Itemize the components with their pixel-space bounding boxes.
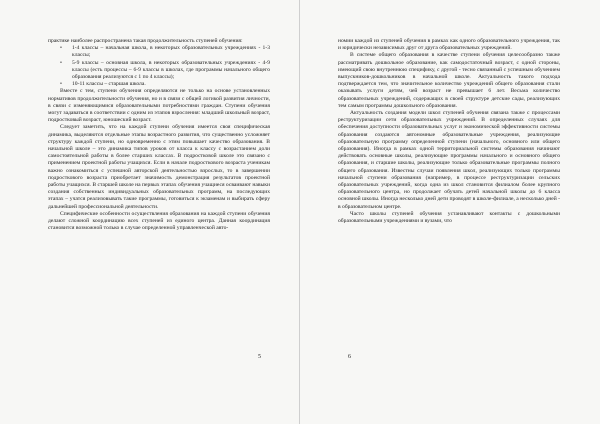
right-text-column: [338, 38, 560, 225]
body-paragraph: В системе общего образования в качестве ступени обучения целесообразно также рассматривать дошкольное образование, как самодостаточный возраст, с одной стороны, имеющий свою внутреннюю специфику, с другой - тесно связанный с успешным обучением выпускников-дошкольников в начальной школе. Актуальность такого подхода подтверждается тем, что значительное количество учреждений общего образования стали оказывать услуги детям, чей возраст не превышает 6 лет. Весьма количество образовательных учреждений, содержащих в своей структуре детские сады, реализующих тем самым программы дошкольного образования.: [338, 52, 560, 109]
page-number: 6: [348, 354, 351, 360]
body-paragraph: Вместе с тем, ступени обучения определяются не только на основе установленных нормативов продолжительности обучения, но и в связи с общей логикой развития личности, в связи с изменяющимися образовательными потребностями граждан. Ступени обучения могут задаваться в соответствии с одним из этапов взросления: младший школьный возраст, подростковый возраст, юношеский возраст.: [48, 88, 270, 124]
body-paragraph: Следует заметить, что на каждой ступени обучения имеется своя специфическая динамика, выделяются отдельные этапы возрастного развития, что существенно усложняет структуру каждой ступени, но одновременно с этим повышает качество образования. В начальной школе – это динамика типов уроков от класса к классу с возрастанием доли самостоятельной работы в более старших классах. В подростковой школе это связано с применением проектной работы учащихся. Если в начале подросткового возраста ученикам важно ознакомиться с успешной авторской деятельностью взрослых, то в завершении подросткового возраста приобретает значимость демонстрация результатов проектной работы учащихся. В старшей школе на первых этапах обучения учащиеся осваивают навыки создания собственных индивидуальных образовательных программ, на последующих этапах – учатся реализовывать такие программы, готовиться к экзаменам и выбирать сферу дальнейшей профессиональной деятельности.: [48, 124, 270, 210]
left-text-column: [48, 38, 270, 232]
body-paragraph: Актуальность создания модели школ ступеней обучения связана также с процессами реструктуризации сети образовательных учреждений. В определенных случаях для обеспечения доступности образовательных услуг и экономической эффективности системы образования создаются автономные образовательные учреждения, реализующие образовательную программу определенной ступени (начального, основного или общего образования). Иногда в рамках одной территориальной системы образования начинают действовать основные школы, реализующие программы начального и основного общего образования, и старшие школы, реализующие только образовательные программы полного общего образования. Известны случаи появления школ, реализующих только программы начальной ступени образования (например, в процессе реструктуризации сельских образовательных учреждений, когда одна из школ становится филиалом более крупного образовательного центра, но продолжает обучать детей начальной школы до 6 класса основной школы. Иногда несколько дней дети проводят в школе-филиале, а несколько дней - в образовательном центре.: [338, 110, 560, 210]
right-page: [300, 0, 600, 424]
body-paragraph: номии каждой из ступеней обучения в рамках как одного образовательного учреждения, так и юридически независимых друг от друга образовательных учреждений.: [338, 38, 560, 52]
list-item: • 5-9 классы – основная школа, в некоторых образовательных учреждениях - 4-9 классы (есть процессы – 6-9 классы в школах, где программы начального общего образования реализуются с 1 по 4 классы);: [66, 60, 270, 82]
stage-list: [48, 45, 270, 88]
list-item: • 1-4 классы – начальная школа, в некоторых образовательных учреждениях - 1-3 классы;: [66, 45, 270, 59]
body-paragraph: Специфические особенности осуществления образования на каждой ступени обучения делают сложной координацию всех ступеней из единого центра. Данная координация становится возможной только в случае определенной управленческой авто-: [48, 210, 270, 232]
body-paragraph: Часто школы ступеней обучения устанавливают контакты с дошкольными образовательными учреждениями и вузами, что: [338, 210, 560, 225]
page-number: 5: [258, 354, 261, 360]
intro-paragraph: практике наиболее распространена такая продолжительность ступеней обучения:: [48, 38, 243, 44]
list-item: • 10-11 классы – старшая школа.: [66, 81, 270, 88]
